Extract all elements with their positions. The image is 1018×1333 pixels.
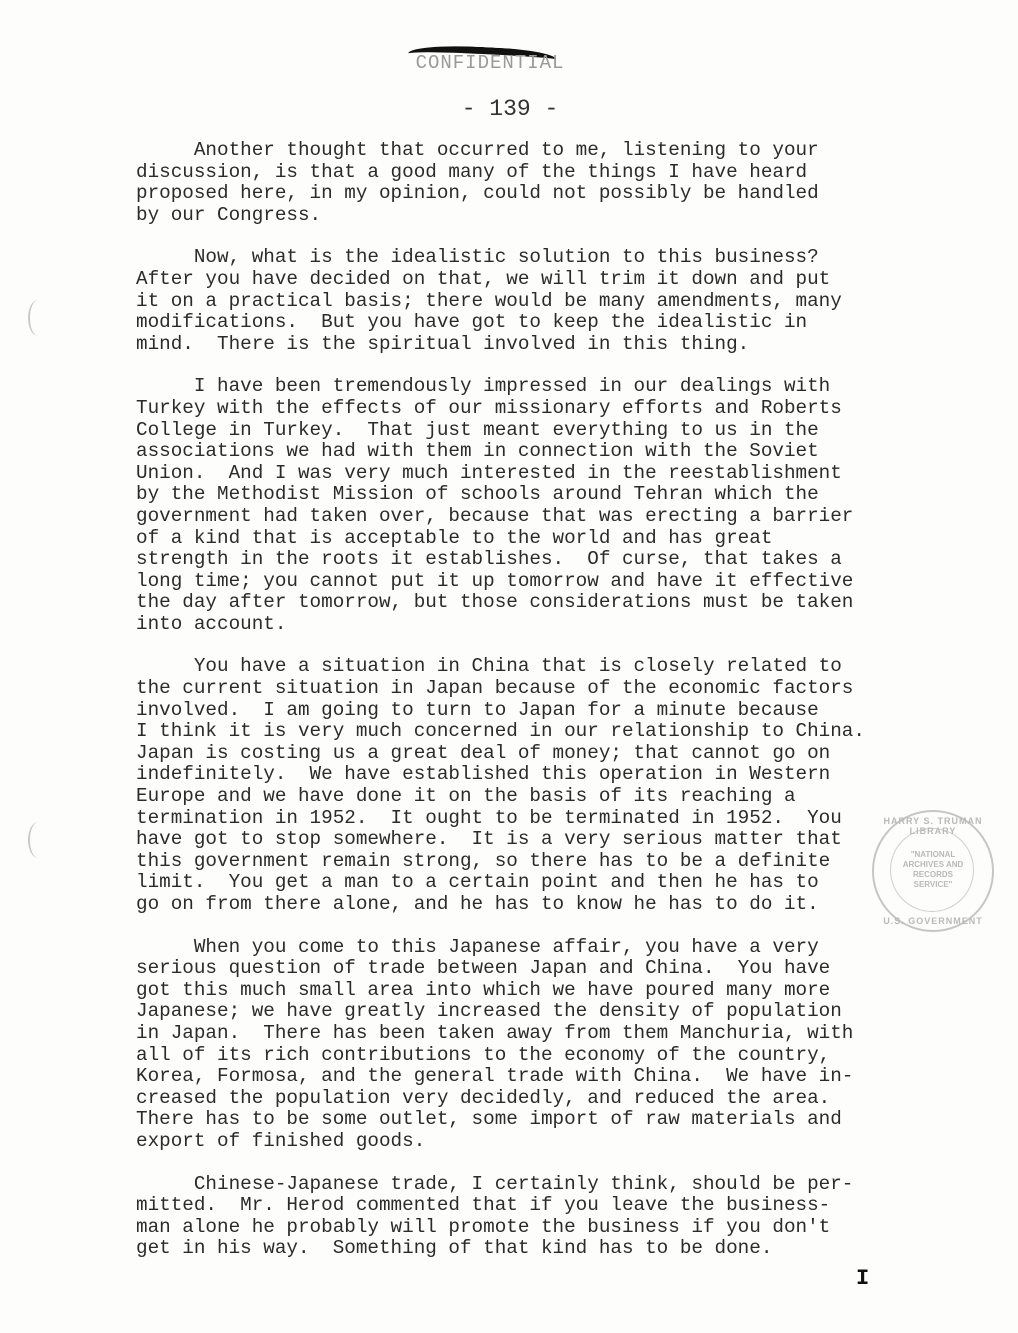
text-line: strength in the roots it establishes. Of curse, that takes a [136, 548, 842, 571]
text-line: it on a practical basis; there would be many amendments, many [136, 289, 842, 312]
text-line: After you have decided on that, we will trim it down and put [136, 267, 831, 290]
text-line: Union. And I was very much interested in the reestablishment [136, 461, 842, 484]
text-line: limit. You get a man to a certain point and then he has to [136, 871, 819, 894]
text-line: the current situation in Japan because of the economic factors [136, 677, 854, 700]
text-line: Japanese; we have greatly increased the density of population [136, 1000, 842, 1023]
text-line: termination in 1952. It ought to be terminated in 1952. You [136, 806, 842, 829]
text-line: mitted. Mr. Herod commented that if you leave the business- [136, 1194, 831, 1217]
text-line: got this much small area into which we have poured many more [136, 978, 831, 1001]
paragraph [136, 656, 896, 915]
stamp-center-text: "NATIONAL ARCHIVES AND RECORDS SERVICE" [902, 850, 964, 889]
paragraph [136, 140, 896, 226]
text-line: in Japan. There has been taken away from them Manchuria, with [136, 1021, 854, 1044]
text-line: by our Congress. [136, 203, 322, 226]
stamp-top-text: HARRY S. TRUMAN LIBRARY [883, 816, 983, 836]
text-line: Another thought that occurred to me, listening to your [136, 139, 819, 161]
text-line: of a kind that is acceptable to the world and has great [136, 526, 773, 549]
text-line: get in his way. Something of that kind has to be done. [136, 1237, 773, 1260]
text-line: serious question of trade between Japan and China. You have [136, 957, 831, 980]
text-line: Korea, Formosa, and the general trade with China. We have in- [136, 1065, 854, 1088]
text-line: proposed here, in my opinion, could not possibly be handled [136, 182, 819, 205]
text-line: There has to be some outlet, some import of raw materials and [136, 1108, 842, 1131]
text-line: all of its rich contributions to the economy of the country, [136, 1043, 831, 1066]
text-line: man alone he probably will promote the business if you don't [136, 1215, 831, 1238]
text-line: the day after tomorrow, but those considerations must be taken [136, 591, 854, 614]
text-line: have got to stop somewhere. It is a very serious matter that [136, 828, 842, 851]
text-line: Chinese-Japanese trade, I certainly think, should be per- [136, 1172, 854, 1195]
text-line: I think it is very much concerned in our relationship to China. [136, 720, 865, 743]
classification-marking: CONFIDENTIAL [415, 52, 565, 74]
paragraph [136, 937, 896, 1153]
text-line: indefinitely. We have established this operation in Western [136, 763, 831, 786]
punch-hole-mark [28, 822, 48, 858]
text-line: Turkey with the effects of our missionary efforts and Roberts [136, 396, 842, 419]
stamp-bottom-text: U.S. GOVERNMENT [883, 916, 983, 926]
paragraph [136, 376, 896, 635]
text-line: modifications. But you have got to keep the idealistic in [136, 311, 808, 334]
text-line: long time; you cannot put it up tomorrow and have it effective [136, 569, 854, 592]
archive-stamp [872, 810, 994, 932]
paragraph [136, 247, 896, 355]
text-line: When you come to this Japanese affair, you have a very [136, 935, 819, 958]
text-line: involved. I am going to turn to Japan for a minute because [136, 698, 819, 721]
document-body [136, 140, 896, 1281]
text-line: Now, what is the idealistic solution to this business? [136, 246, 819, 269]
text-line: government had taken over, because that was erecting a barrier [136, 504, 854, 527]
text-line: creased the population very decidedly, and reduced the area. [136, 1086, 831, 1109]
text-line: into account. [136, 612, 287, 635]
text-line: by the Methodist Mission of schools around Tehran which the [136, 483, 819, 506]
footer-mark: I [856, 1266, 870, 1291]
punch-hole-mark [28, 300, 48, 336]
text-line: this government remain strong, so there has to be a definite [136, 849, 831, 872]
text-line: Japan is costing us a great deal of money; that cannot go on [136, 741, 831, 764]
text-line: go on from there alone, and he has to know he has to do it. [136, 893, 819, 915]
page-number: - 139 - [461, 96, 559, 122]
text-line: associations we had with them in connection with the Soviet [136, 440, 819, 463]
text-line: I have been tremendously impressed in our dealings with [136, 375, 831, 398]
paragraph [136, 1174, 896, 1260]
text-line: You have a situation in China that is closely related to [136, 655, 842, 678]
text-line: discussion, is that a good many of the things I have heard [136, 160, 808, 183]
text-line: College in Turkey. That just meant everything to us in the [136, 418, 819, 441]
text-line: Europe and we have done it on the basis of its reaching a [136, 785, 796, 808]
text-line: mind. There is the spiritual involved in this thing. [136, 332, 750, 355]
text-line: export of finished goods. [136, 1129, 426, 1152]
